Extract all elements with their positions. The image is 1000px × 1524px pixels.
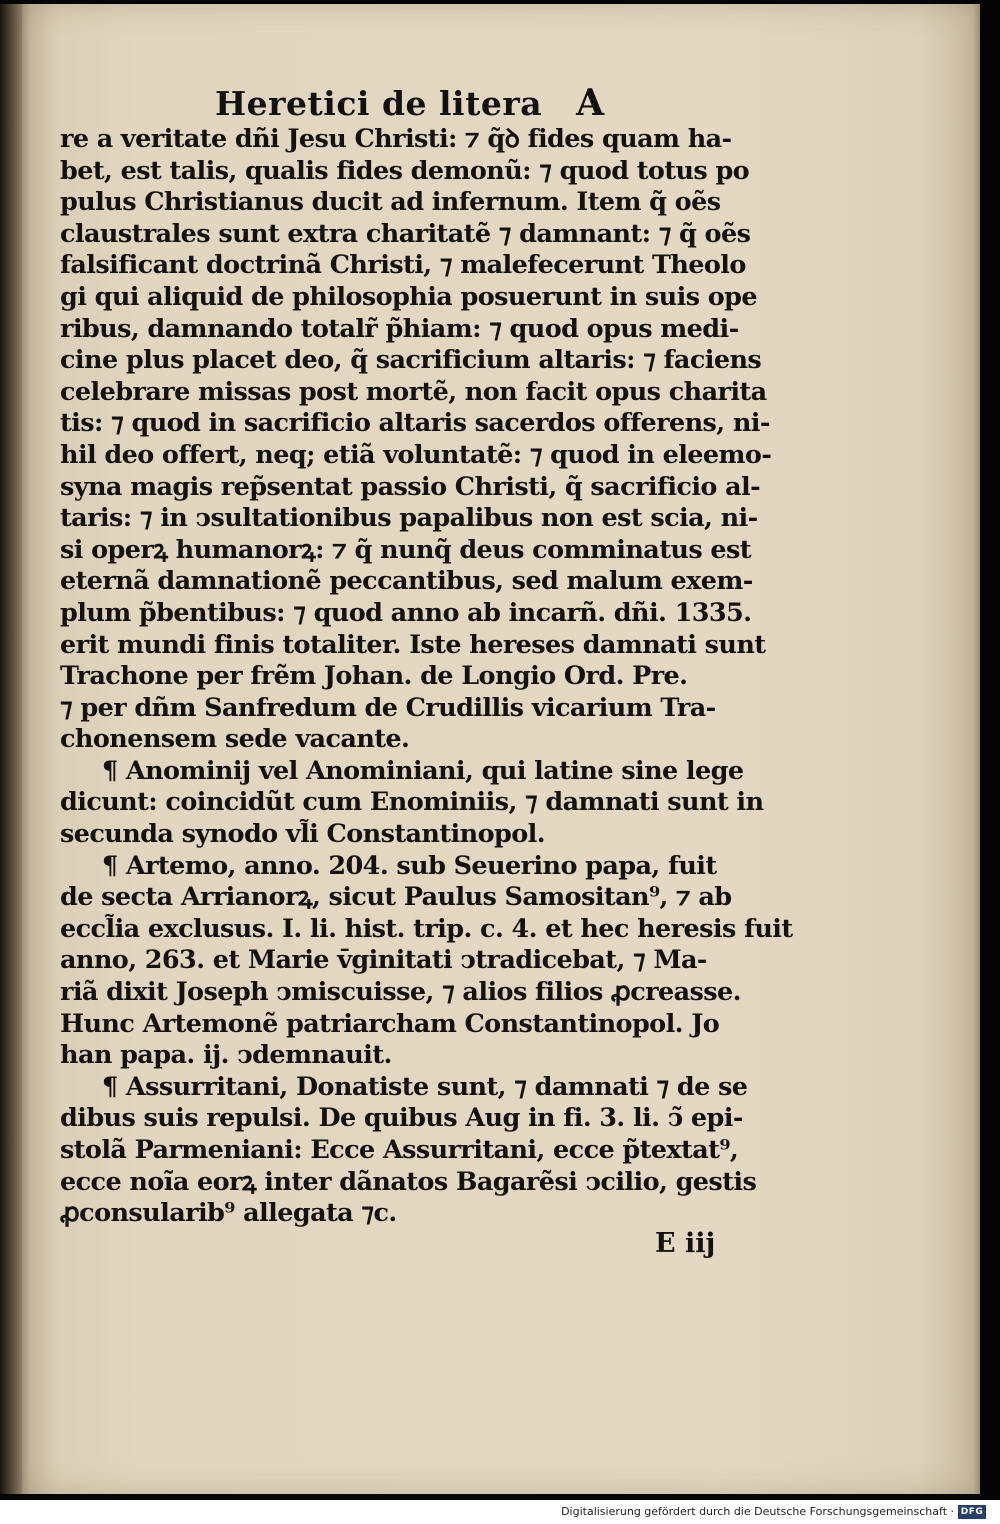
text-line: Trachone per frẽm Johan. de Longio Ord. Pre.: [60, 661, 688, 692]
text-line: gi qui aliquid de philosophia posuerunt in suis ope: [60, 281, 758, 312]
text-line: ¶ Assurritani, Donatiste sunt, ⁊ damnati ⁊ de se: [102, 1071, 748, 1102]
text-line: ¶ Artemo, anno. 204. sub Seuerino papa, fuit: [102, 850, 717, 881]
text-line: ꝓconsularib⁹ allegata ⁊c.: [60, 1198, 397, 1229]
text-line: re a veritate dñi Jesu Christi: ⁊ q̃ꝺ fides quam ha-: [60, 124, 732, 154]
text-line: hil deo offert, neq; etiã voluntatẽ: ⁊ quod in eleemo-: [60, 439, 772, 470]
text-line: riã dixit Joseph ↄmiscuisse, ⁊ alios filios ꝓcreasse.: [60, 977, 741, 1008]
text-line: celebrare missas post mortẽ, non facit opus charita: [60, 376, 767, 407]
text-line: pulus Christianus ducit ad infernum. Item q̃ oẽs: [60, 187, 721, 218]
text-line: falsificant doctrinã Christi, ⁊ malefecerunt Theolo: [60, 250, 746, 281]
text-line: han papa. ij. ↄdemnauit.: [60, 1040, 392, 1071]
signature-letter: A: [576, 82, 605, 124]
digitization-credit: Digitalisierung gefördert durch die Deutsche Forschungsgemeinschaft ·: [561, 1505, 954, 1518]
text-line: ecce noĩa eorꝝ inter dãnatos Bagarẽsi ↄcilio, gestis: [60, 1166, 757, 1197]
text-line: plum p̃bentibus: ⁊ quod anno ab incarñ. dñi. 1335.: [60, 597, 752, 628]
text-line: chonensem sede vacante.: [60, 724, 410, 755]
text-line: taris: ⁊ in ↄsultationibus papalibus non est scia, ni-: [60, 503, 758, 534]
text-line: claustrales sunt extra charitatẽ ⁊ damnant: ⁊ q̃ oẽs: [60, 218, 751, 249]
text-line: Hunc Artemonẽ patriarcham Constantinopol. Jo: [60, 1008, 720, 1039]
text-line: cine plus placet deo, q̃ sacrificium altaris: ⁊ faciens: [60, 345, 762, 376]
text-line: syna magis rep̃sentat passio Christi, q̃ sacrificio al-: [60, 471, 761, 502]
text-line: ribus, damnando totalr̃ p̃hiam: ⁊ quod opus medi-: [60, 313, 739, 344]
text-line: dicunt: coincidũt cum Enominiis, ⁊ damnati sunt in: [60, 787, 764, 818]
text-line: bet, est talis, qualis fides demonũ: ⁊ quod totus po: [60, 155, 750, 186]
text-line: eccl̃ia exclusus. I. li. hist. trip. c. 4. et hec heresis fuit: [60, 913, 793, 944]
running-head-title: Heretici de litera: [215, 84, 543, 123]
text-line: dibus suis repulsi. De quibus Aug in fi. 3. li. ↄ̃ epi-: [60, 1103, 743, 1134]
dfg-logo: DFG: [958, 1505, 986, 1519]
text-body: [60, 124, 800, 1230]
text-line: erit mundi finis totaliter. Iste hereses damnati sunt: [60, 629, 766, 660]
text-line: ¶ Anominij vel Anominiani, qui latine sine lege: [102, 755, 744, 786]
text-line: de secta Arrianorꝝ, sicut Paulus Samositan⁹, ⁊ ab: [60, 882, 732, 913]
running-head: [215, 82, 605, 124]
text-line: stolã Parmeniani: Ecce Assurritani, ecce p̃textat⁹,: [60, 1135, 739, 1165]
footer-signature: E iij: [655, 1228, 716, 1259]
text-line: si operꝝ humanorꝝ: ⁊ q̃ nunq̃ deus comminatus est: [60, 534, 751, 565]
text-line: secunda synodo vl̃i Constantinopol.: [60, 819, 545, 850]
text-line: ⁊ per dñm Sanfredum de Crudillis vicarium Tra-: [60, 692, 716, 723]
text-line: eternã damnationẽ peccantibus, sed malum exem-: [60, 566, 753, 597]
text-line: tis: ⁊ quod in sacrificio altaris sacerdos offerens, ni-: [60, 408, 770, 439]
text-line: anno, 263. et Marie v̄ginitati ↄtradicebat, ⁊ Ma-: [60, 945, 707, 976]
